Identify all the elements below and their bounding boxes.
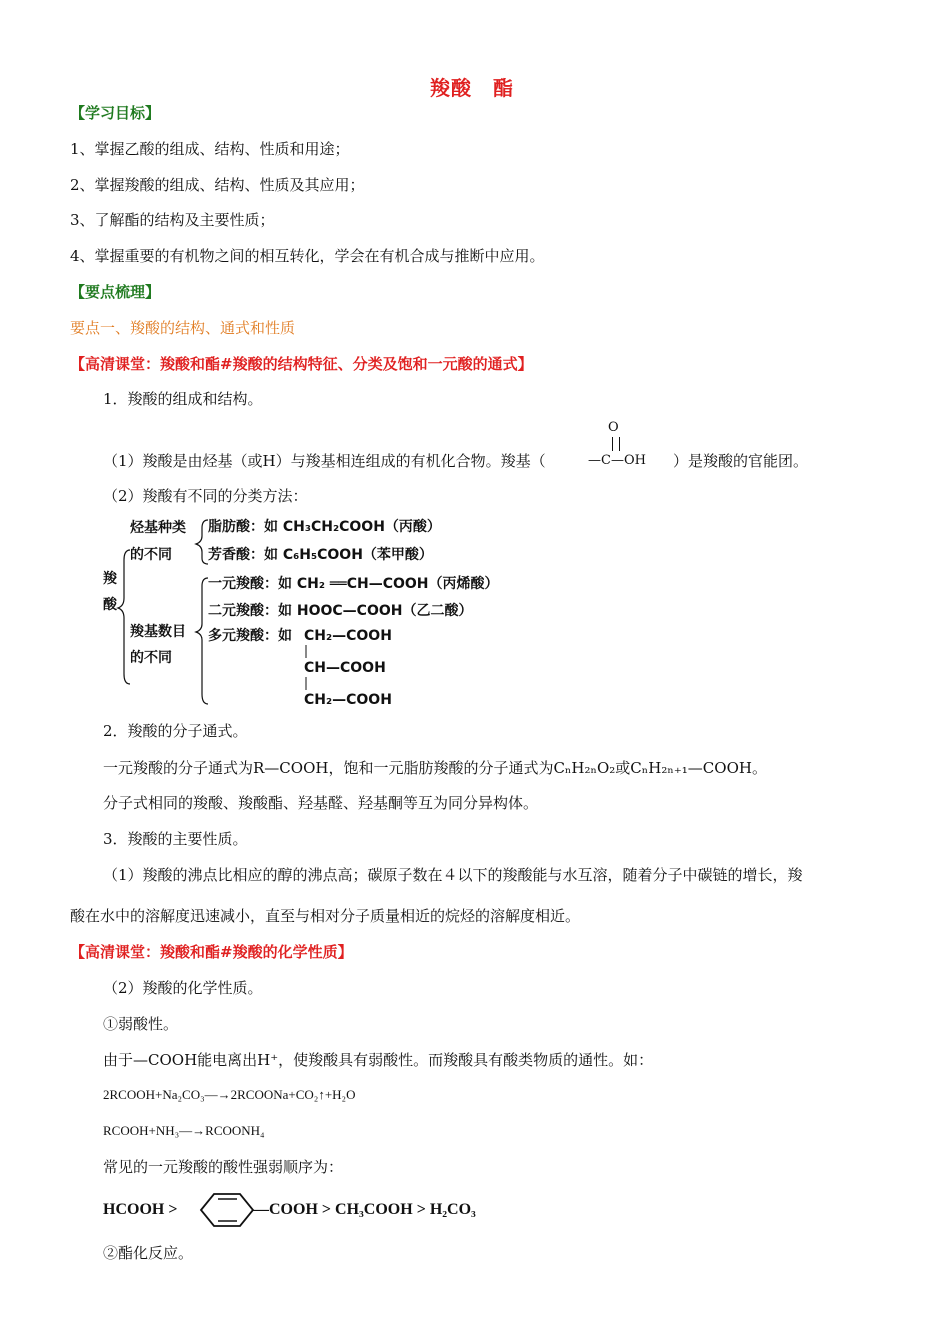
section-3-heading: 3．羧酸的主要性质。 <box>103 830 248 848</box>
carboxyl-oxygen: O <box>608 420 619 435</box>
class-link-2-text: 【高清课堂：羧酸和酯#羧酸的化学性质】 <box>70 943 353 961</box>
tree-leaf-4: 二元羧酸：如 HOOC—COOH（乙二酸） <box>208 603 473 619</box>
para-1-1-end: ）是羧酸的官能团。 <box>673 452 809 470</box>
class-link-1[interactable] <box>70 355 533 373</box>
goal-item: 1、掌握乙酸的组成、结构、性质和用途； <box>70 140 350 158</box>
class-link-2[interactable] <box>70 943 353 961</box>
para-3-2: （2）羧酸的化学性质。 <box>103 979 263 997</box>
tree-leaf-5-chain-1: CH₂—COOH <box>304 628 392 644</box>
goal-item: 4、掌握重要的有机物之间的相互转化，学会在有机合成与推断中应用。 <box>70 247 545 265</box>
weak-acid-para: 由于—COOH能电离出H⁺，使羧酸具有弱酸性。而羧酸具有酸类物质的通性。如： <box>103 1051 654 1069</box>
goal-item: 3、了解酯的结构及主要性质； <box>70 211 275 229</box>
tree-leaf-1: 脂肪酸：如 CH₃CH₂COOH（丙酸） <box>208 519 441 535</box>
para-2-1: 一元羧酸的分子通式为R—COOH，饱和一元脂肪羧酸的分子通式为CₙH₂ₙO₂或CₙH₂ₙ₊₁—COOH。 <box>103 759 767 777</box>
para-3-1-line2: 酸在水中的溶解度迅速减小，直至与相对分子质量相近的烷烃的溶解度相近。 <box>70 907 581 925</box>
benzene-ring-icon <box>187 1190 261 1230</box>
tree-leaf-2: 芳香酸：如 C₆H₅COOH（苯甲酸） <box>208 547 433 563</box>
goal-item: 2、掌握羧酸的组成、结构、性质及其应用； <box>70 176 365 194</box>
para-2-2: 分子式相同的羧酸、羧酸酯、羟基醛、羟基酮等互为同分异构体。 <box>103 794 539 812</box>
section-1-heading: 1．羧酸的组成和结构。 <box>103 390 263 408</box>
tree-branch-1b: 的不同 <box>130 547 172 563</box>
acidity-order-intro: 常见的一元羧酸的酸性强弱顺序为： <box>103 1158 344 1176</box>
page-title: 羧酸 酯 <box>430 76 514 100</box>
acidity-order-formic: HCOOH > <box>103 1201 178 1218</box>
tree-branch-2a: 羧基数目 <box>130 624 186 640</box>
carboxyl-group <box>588 420 672 472</box>
acidity-order-rest: —COOH > CH₃COOH > H₂CO₃ <box>253 1201 476 1218</box>
tree-root-2: 酸 <box>103 597 117 613</box>
points-heading: 【要点梳理】 <box>70 283 161 301</box>
carboxyl-double-bond <box>612 437 620 451</box>
point1-heading: 要点一、羧酸的结构、通式和性质 <box>70 319 296 337</box>
tree-leaf-5-chain-3: CH₂—COOH <box>304 692 392 708</box>
tree-branch-2b: 的不同 <box>130 650 172 666</box>
tree-leaf-3: 一元羧酸：如 CH₂ ══CH—COOH（丙烯酸） <box>208 576 499 592</box>
tree-leaf-5-chain-2: CH—COOH <box>304 660 386 676</box>
brace-root <box>118 550 130 684</box>
classification-tree <box>100 514 520 714</box>
para-1-1-start: （1）羧酸是由烃基（或H）与羧基相连组成的有机化合物。羧基（ <box>103 452 546 470</box>
brace-upper <box>196 520 208 564</box>
esterification-heading: ②酯化反应。 <box>103 1244 194 1262</box>
weak-acid-heading: ①弱酸性。 <box>103 1015 179 1033</box>
section-2-heading: 2．羧酸的分子通式。 <box>103 722 248 740</box>
acidity-order <box>103 1190 523 1230</box>
tree-branch-1a: 烃基种类 <box>130 520 186 536</box>
class-link-1-text: 【高清课堂：羧酸和酯#羧酸的结构特征、分类及饱和一元酸的通式】 <box>70 355 533 373</box>
brace-lower <box>196 578 208 704</box>
para-3-1-line1: （1）羧酸的沸点比相应的醇的沸点高；碳原子数在４以下的羧酸能与水互溶，随着分子中碳链的增长，羧 <box>103 866 803 884</box>
para-1-2: （2）羧酸有不同的分类方法： <box>103 487 308 505</box>
goals-heading: 【学习目标】 <box>70 104 161 122</box>
equation-2: RCOOH+NH₃—→RCOONH₄ <box>103 1123 265 1138</box>
equation-1: 2RCOOH+Na₂CO₃—→2RCOONa+CO₂↑+H₂O <box>103 1087 356 1102</box>
tree-root-1: 羧 <box>103 571 117 587</box>
carboxyl-chain: —C—OH <box>588 453 646 468</box>
tree-leaf-5: 多元羧酸：如 <box>208 628 292 644</box>
